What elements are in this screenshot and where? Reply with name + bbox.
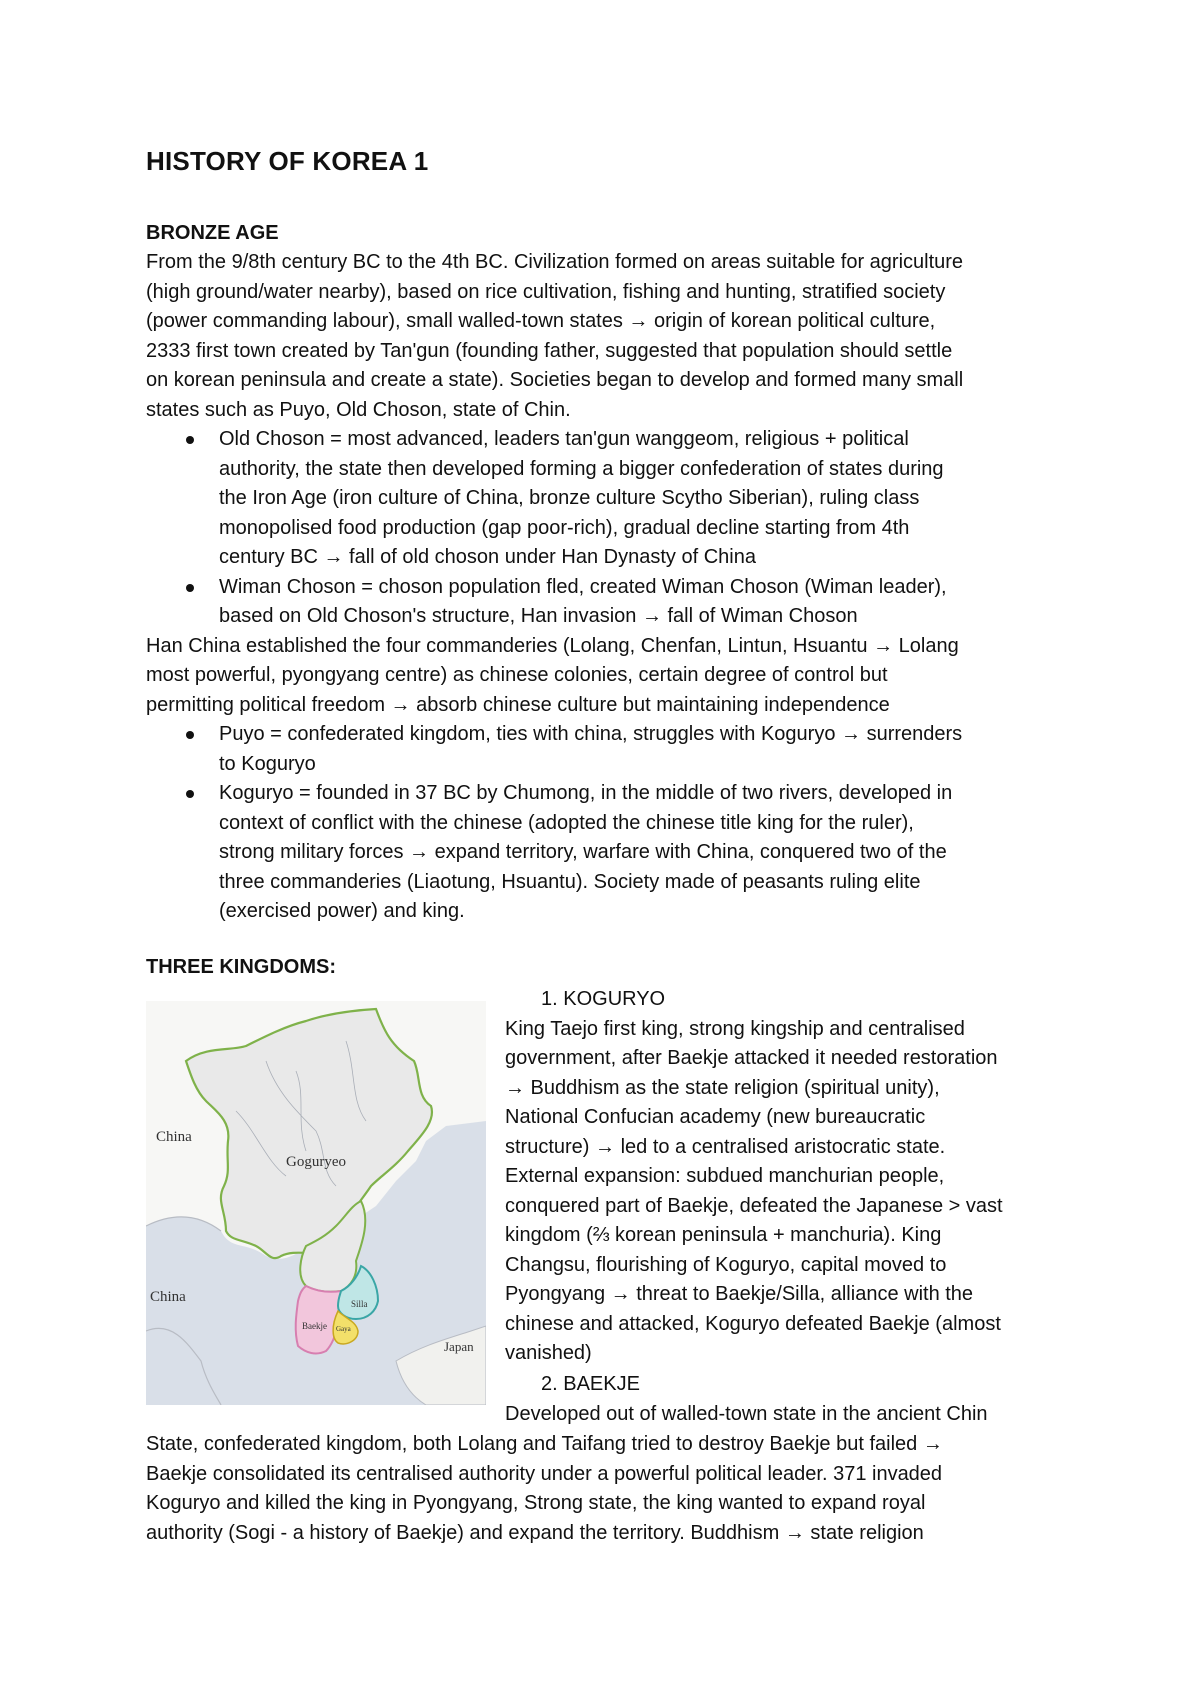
text-line: Old Choson = most advanced, leaders tan'gun wanggeom, religious + political [219, 428, 909, 450]
bullet-dot-icon [186, 436, 194, 444]
text-line: conquered part of Baekje, defeated the Japanese > vast [505, 1194, 1003, 1217]
three-kingdoms-heading: THREE KINGDOMS: [146, 956, 336, 978]
map-label-china-south: China [150, 1289, 186, 1305]
bullet-dot-icon [186, 584, 194, 592]
text-line: Changsu, flourishing of Koguryo, capital moved to [505, 1253, 947, 1276]
page-title: HISTORY OF KOREA 1 [146, 146, 429, 176]
bullet-item-puyo [146, 720, 1086, 779]
text-line: based on Old Choson's structure, Han invasion → fall of Wiman Choson [219, 605, 858, 627]
text-line: kingdom (⅔ korean peninsula + manchuria). King [505, 1224, 942, 1246]
text-line: to Koguryo [219, 752, 316, 775]
text-line: King Taejo first king, strong kingship and centralised [505, 1017, 965, 1040]
bullet-dot-icon [186, 731, 194, 739]
bullet-list-puyo-koguryo [146, 720, 1086, 927]
text-line: National Confucian academy (new bureaucratic [505, 1106, 926, 1128]
baekje-heading: 2. BAEKJE [541, 1373, 640, 1395]
text-line: Koguryo = founded in 37 BC by Chumong, in the middle of two rivers, developed in [219, 782, 953, 804]
text-line: three commanderies (Liaotung, Hsuantu). Society made of peasants ruling elite [219, 870, 921, 893]
text-line: the Iron Age (iron culture of China, bronze culture Scytho Siberian), ruling class [219, 487, 920, 509]
text-line: (exercised power) and king. [219, 900, 465, 922]
text-line: Han China established the four commanderies (Lolang, Chenfan, Lintun, Hsuantu → Lolang [146, 634, 959, 657]
text-line: government, after Baekje attacked it needed restoration [505, 1047, 998, 1069]
text-line: strong military forces → expand territory, warfare with China, conquered two of the [219, 841, 947, 863]
text-line: (power commanding labour), small walled-town states → origin of korean political culture, [146, 310, 936, 332]
text-line: on korean peninsula and create a state). Societies began to develop and formed many small [146, 369, 964, 391]
koguryo-paragraph [505, 1015, 1065, 1369]
text-line: chinese and attacked, Koguryo defeated Baekje (almost [505, 1312, 1001, 1335]
text-line: vanished) [505, 1342, 592, 1364]
text-line: Puyo = confederated kingdom, ties with china, struggles with Koguryo → surrenders [219, 723, 963, 745]
baekje-first-line: Developed out of walled-town state in the ancient Chin [505, 1403, 988, 1425]
text-line: Koguryo and killed the king in Pyongyang, Strong state, the king wanted to expand royal [146, 1492, 926, 1514]
text-line: → Buddhism as the state religion (spiritual unity), [505, 1076, 940, 1099]
text-line: State, confederated kingdom, both Lolang and Taifang tried to destroy Baekje but failed → [146, 1433, 943, 1455]
three-kingdoms-map [146, 1001, 486, 1405]
bullet-list-choson [146, 425, 1086, 632]
baekje-first-line-block [505, 1400, 1085, 1430]
text-line: (high ground/water nearby), based on rice cultivation, fishing and hunting, stratified society [146, 280, 946, 303]
text-line: Wiman Choson = choson population fled, created Wiman Choson (Wiman leader), [219, 575, 947, 598]
map-label-gaya: Gaya [336, 1325, 351, 1333]
text-line: 2333 first town created by Tan'gun (founding father, suggested that population should settle [146, 339, 953, 362]
baekje-paragraph-text [146, 1430, 1086, 1548]
han-china-paragraph [146, 632, 1086, 721]
map-label-baekje: Baekje [302, 1321, 327, 1331]
text-line: context of conflict with the chinese (adopted the chinese title king for the ruler), [219, 811, 914, 834]
map-label-goguryeo: Goguryeo [286, 1154, 346, 1170]
baekje-heading-block [505, 1370, 1065, 1400]
text-line: Pyongyang → threat to Baekje/Silla, alliance with the [505, 1283, 974, 1305]
koguryo-column [505, 985, 1065, 1369]
text-line: states such as Puyo, Old Choson, state of Chin. [146, 398, 571, 421]
bronze-age-heading: BRONZE AGE [146, 222, 279, 244]
text-line: structure) → led to a centralised aristocratic state. [505, 1135, 946, 1158]
three-kingdoms-section [146, 956, 1086, 979]
text-line: monopolised food production (gap poor-rich), gradual decline starting from 4th [219, 516, 910, 539]
baekje-paragraph [146, 1430, 1086, 1548]
bronze-age-intro [146, 248, 1086, 425]
map-label-silla: Silla [351, 1299, 368, 1309]
text-line: authority, the state then developed forming a bigger confederation of states during [219, 457, 944, 480]
map-label-china-north: China [156, 1129, 192, 1145]
text-line: most powerful, pyongyang centre) as chinese colonies, certain degree of control but [146, 664, 888, 686]
koguryo-heading: 1. KOGURYO [541, 988, 666, 1010]
text-line: External expansion: subdued manchurian people, [505, 1165, 945, 1187]
bronze-age-section [146, 219, 1086, 927]
bullet-item-wiman-choson [146, 573, 1086, 632]
text-line: century BC → fall of old choson under Han Dynasty of China [219, 546, 756, 568]
bullet-item-old-choson [146, 425, 1086, 573]
text-line: authority (Sogi - a history of Baekje) and expand the territory. Buddhism → state religion [146, 1521, 924, 1544]
bullet-dot-icon [186, 790, 194, 798]
text-line: From the 9/8th century BC to the 4th BC. Civilization formed on areas suitable for agriculture [146, 251, 964, 273]
text-line: Baekje consolidated its centralised authority under a powerful political leader. 371 invaded [146, 1462, 943, 1485]
bullet-item-koguryo [146, 779, 1086, 927]
map-label-japan: Japan [444, 1339, 474, 1354]
text-line: permitting political freedom → absorb chinese culture but maintaining independence [146, 693, 890, 716]
